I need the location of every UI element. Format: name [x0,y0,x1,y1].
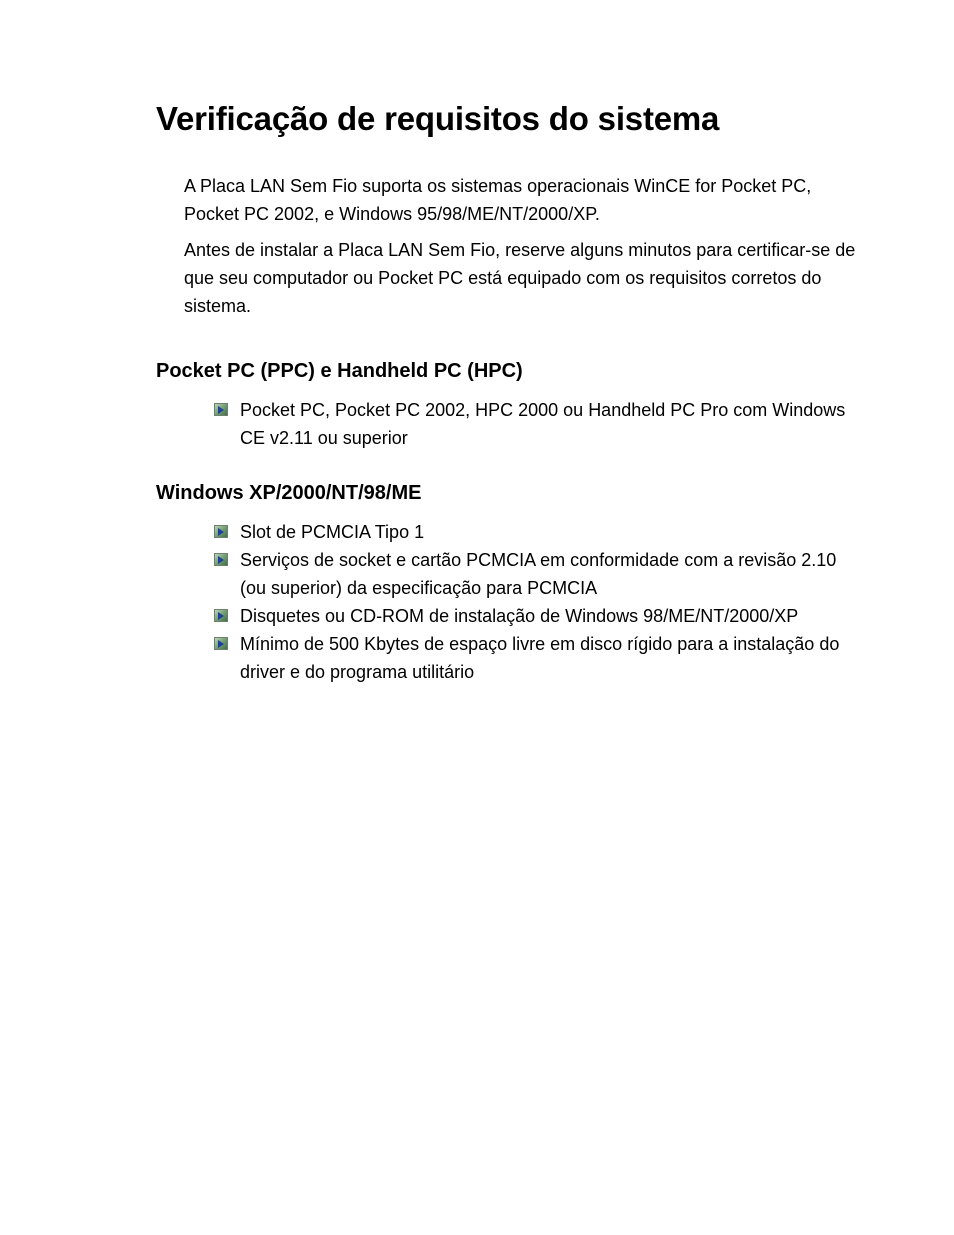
page-title: Verificação de requisitos do sistema [156,100,720,137]
square-arrow-bullet-icon [214,553,228,566]
list-item [214,396,854,452]
section-heading-windows: Windows XP/2000/NT/98/ME [156,482,422,504]
list-item-text: Pocket PC, Pocket PC 2002, HPC 2000 ou Handheld PC Pro com Windows CE v2.11 ou superior [240,400,846,448]
list-item [214,546,854,602]
intro-text [184,172,864,320]
list-item-text: Slot de PCMCIA Tipo 1 [240,522,425,542]
square-arrow-bullet-icon [214,609,228,622]
square-arrow-bullet-icon [214,637,228,650]
list-item-text: Serviços de socket e cartão PCMCIA em conformidade com a revisão 2.10 (ou superior) da especificação para PCMCIA [240,550,837,598]
square-arrow-bullet-icon [214,403,228,416]
pocket-pc-requirements-list [214,396,854,452]
square-arrow-bullet-icon [214,525,228,538]
list-item [214,630,854,686]
section-heading-pocket-pc: Pocket PC (PPC) e Handheld PC (HPC) [156,360,523,382]
intro-paragraph: Antes de instalar a Placa LAN Sem Fio, reserve alguns minutos para certificar-se de que seu computador ou Pocket PC está equipado com os requisitos corretos do sistema. [184,240,856,316]
list-item-text: Disquetes ou CD-ROM de instalação de Windows 98/ME/NT/2000/XP [240,606,799,626]
windows-requirements-list [214,518,854,686]
intro-paragraph: A Placa LAN Sem Fio suporta os sistemas operacionais WinCE for Pocket PC, Pocket PC 2002, e Windows 95/98/ME/NT/2000/XP. [184,176,812,224]
list-item [214,602,854,630]
list-item [214,518,854,546]
list-item-text: Mínimo de 500 Kbytes de espaço livre em disco rígido para a instalação do driver e do programa utilitário [240,634,840,682]
